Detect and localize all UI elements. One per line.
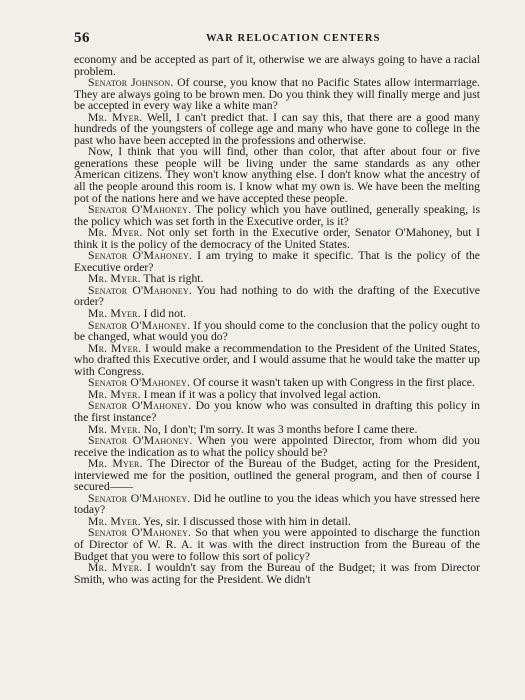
paragraph-text: So that when you were appointed to discharge the function of Director of W. R. A. it was with the direct instruction from the Bureau of the Budget that you were to follow this sort of policy? [74, 526, 480, 563]
paragraph [74, 562, 480, 585]
speaker: Mr. Myer. [88, 387, 141, 401]
speaker: Senator O'Mahoney. [88, 526, 192, 540]
paragraph-text: Of course, you know that no Pacific States allow intermarriage. They are always going to be brown men. Do you think they will finally merge and just be accepted in every way like a white man? [74, 76, 480, 113]
speaker: Senator O'Mahoney. [88, 318, 191, 332]
paragraph-text: Not only set forth in the Executive order, Senator O'Mahoney, but I think it is the policy of the democracy of the United States. [74, 226, 480, 251]
paragraph-text: I wouldn't say from the Bureau of the Budget; it was from Director Smith, who was acting for the President. We didn't [74, 561, 481, 586]
paragraph-text: If you should come to the conclusion that the policy ought to be changed, what would you do? [74, 318, 480, 344]
paragraph [74, 204, 480, 227]
paragraph [74, 527, 480, 562]
paragraph-text: I did not. [140, 307, 187, 321]
paragraph-text: Of course it wasn't taken up with Congress in the first place. [190, 376, 475, 390]
paragraph-text: Yes, sir. I discussed those with him in detail. [140, 514, 351, 528]
speaker: Senator O'Mahoney. [88, 491, 191, 505]
speaker: Senator O'Mahoney. [88, 376, 191, 390]
paragraph [74, 146, 480, 204]
paragraph [74, 400, 480, 423]
speaker: Mr. Myer. [88, 307, 141, 321]
paragraph-text: Now, I think that you will find, other than color, that after about four or five generations these people will be living under the same standards as any other American citizens. They won't know anything else. I don't know what the ancestry of all the people around this room is. I know what my own is. We have been the melting pot of the nations here and we have accepted these people. [74, 145, 480, 205]
paragraph [74, 227, 480, 250]
paragraph-text: The Director of the Bureau of the Budget, acting for the President, interviewed me for the position, outlined the general program, and then of course I secured—— [74, 457, 480, 494]
speaker: Senator O'Mahoney. [88, 283, 192, 297]
paragraph [74, 285, 480, 308]
speaker: Mr. Myer. [88, 561, 143, 575]
speaker: Mr. Myer. [88, 514, 141, 528]
paragraph-text: I mean if it was a policy that involved legal action. [140, 387, 381, 401]
speaker: Senator O'Mahoney. [88, 203, 192, 217]
paragraph-text: Did he outline to you the ideas which you have stressed here today? [74, 491, 480, 517]
speaker: Senator O'Mahoney. [88, 249, 193, 263]
paragraph [74, 112, 480, 147]
page-header [74, 30, 480, 50]
paragraph-text: I am trying to make it specific. That is the policy of the Executive order? [74, 249, 480, 274]
paragraph [74, 77, 480, 112]
paragraph-text: You had nothing to do with the drafting of the Executive order? [74, 283, 480, 309]
speaker: Mr. Myer. [88, 272, 141, 286]
speaker: Mr. Myer. [88, 110, 143, 124]
page-number: 56 [74, 30, 90, 46]
paragraph [74, 343, 480, 378]
paragraph-text: Do you know who was consulted in drafting this policy in the first instance? [74, 399, 480, 424]
speaker: Mr. Myer. [88, 226, 143, 240]
transcript-body [74, 54, 480, 585]
paragraph [74, 493, 480, 516]
paragraph [74, 320, 480, 343]
paragraph-text: That is right. [140, 272, 204, 286]
paragraph [74, 458, 480, 493]
speaker: Senator Johnson. [88, 76, 174, 90]
paragraph-text: I would make a recommendation to the President of the United States, who drafted this Executive order, and I would assume that he would take the matter up with Congress. [74, 341, 481, 378]
running-head: WAR RELOCATION CENTERS [206, 33, 381, 44]
paragraph-text: When you were appointed Director, from whom did you receive the indication as to what the policy should be? [74, 434, 480, 459]
paragraph [74, 435, 480, 458]
speaker: Senator O'Mahoney. [88, 434, 193, 448]
paragraph [74, 54, 480, 77]
speaker: Senator O'Mahoney. [88, 399, 192, 413]
speaker: Mr. Myer. [88, 457, 143, 471]
speaker: Mr. Myer. [88, 422, 141, 436]
paragraph-text: Well, I can't predict that. I can say this, that there are a good many hundreds of the youngsters of college age and many who have gone to college in the past who have been accepted in the professions and otherwise. [74, 110, 480, 147]
paragraph-text: The policy which you have outlined, generally speaking, is the policy which was set forth in the Executive order, is it? [74, 203, 480, 228]
paragraph [74, 250, 480, 273]
paragraph-text: economy and be accepted as part of it, otherwise we are always going to have a racial problem. [74, 53, 480, 78]
speaker: Mr. Myer. [88, 341, 142, 355]
paragraph-text: No, I don't; I'm sorry. It was 3 months before I came there. [140, 422, 418, 436]
